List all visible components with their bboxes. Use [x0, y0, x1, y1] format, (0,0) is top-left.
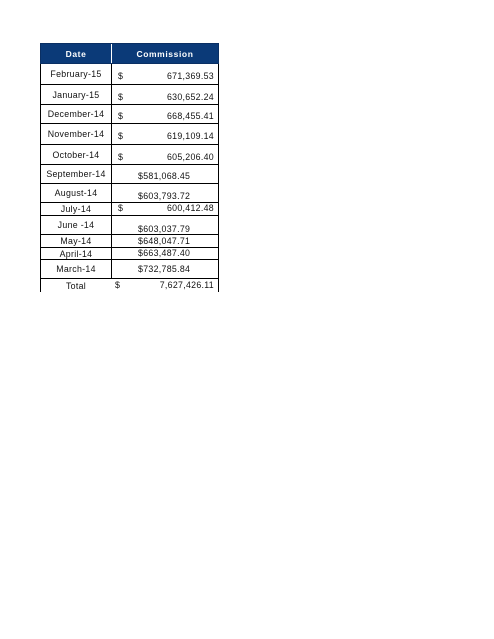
date-cell: November-14 [41, 124, 112, 144]
date-cell: October-14 [41, 145, 112, 164]
commission-amount: $663,487.40 [138, 248, 191, 258]
table-row [40, 203, 219, 216]
commission-cell [112, 260, 218, 278]
table-row [40, 145, 219, 165]
commission-cell [112, 216, 218, 234]
total-row [40, 279, 219, 292]
commission-amount: $732,785.84 [138, 264, 191, 274]
commission-cell [112, 145, 218, 164]
table-header [40, 43, 219, 64]
commission-amount: 668,455.41 [166, 111, 214, 121]
commission-cell [112, 64, 218, 84]
commission-amount: 630,652.24 [166, 92, 214, 102]
date-cell: September-14 [41, 165, 112, 183]
commission-cell [112, 184, 218, 202]
commission-cell [112, 105, 218, 123]
date-cell: April-14 [41, 248, 112, 259]
table-row [40, 216, 219, 235]
date-cell: December-14 [41, 105, 112, 123]
commission-amount: 605,206.40 [166, 152, 214, 162]
table-row [40, 105, 219, 124]
date-cell: January-15 [41, 85, 112, 104]
commission-amount: 619,109.14 [166, 131, 214, 141]
commission-cell [112, 235, 218, 247]
commission-amount: $603,037.79 [138, 224, 191, 234]
commission-amount: $648,047.71 [138, 236, 191, 246]
commission-column-header: Commission [136, 48, 194, 59]
commission-cell [112, 203, 218, 215]
commission-table [40, 43, 219, 292]
commission-cell [112, 85, 218, 104]
currency-symbol: $ [118, 111, 124, 121]
table-row [40, 260, 219, 279]
commission-amount: $581,068.45 [138, 171, 191, 181]
commission-amount: $603,793.72 [138, 191, 191, 201]
date-cell: July-14 [41, 203, 112, 215]
table-row [40, 235, 219, 248]
commission-cell [112, 165, 218, 183]
table-row [40, 248, 219, 260]
currency-symbol: $ [118, 131, 124, 141]
currency-symbol: $ [118, 71, 124, 81]
date-cell: May-14 [41, 235, 112, 247]
table-row [40, 85, 219, 105]
date-cell: March-14 [41, 260, 112, 278]
currency-symbol: $ [118, 152, 124, 162]
commission-cell [112, 248, 218, 259]
currency-symbol: $ [115, 280, 121, 290]
date-cell: August-14 [41, 184, 112, 202]
table-row [40, 184, 219, 203]
currency-symbol: $ [118, 203, 124, 213]
total-label: Total [65, 280, 87, 291]
total-amount: 7,627,426.11 [159, 280, 214, 290]
currency-symbol: $ [118, 92, 124, 102]
total-cell [111, 279, 218, 292]
date-cell: June -14 [41, 216, 112, 234]
commission-amount: 600,412.48 [166, 203, 214, 213]
table-row [40, 165, 219, 184]
date-cell: February-15 [41, 64, 112, 84]
table-row [40, 124, 219, 145]
commission-cell [112, 124, 218, 144]
table-row [40, 64, 219, 85]
date-column-header: Date [65, 48, 87, 59]
commission-amount: 671,369.53 [166, 71, 214, 81]
